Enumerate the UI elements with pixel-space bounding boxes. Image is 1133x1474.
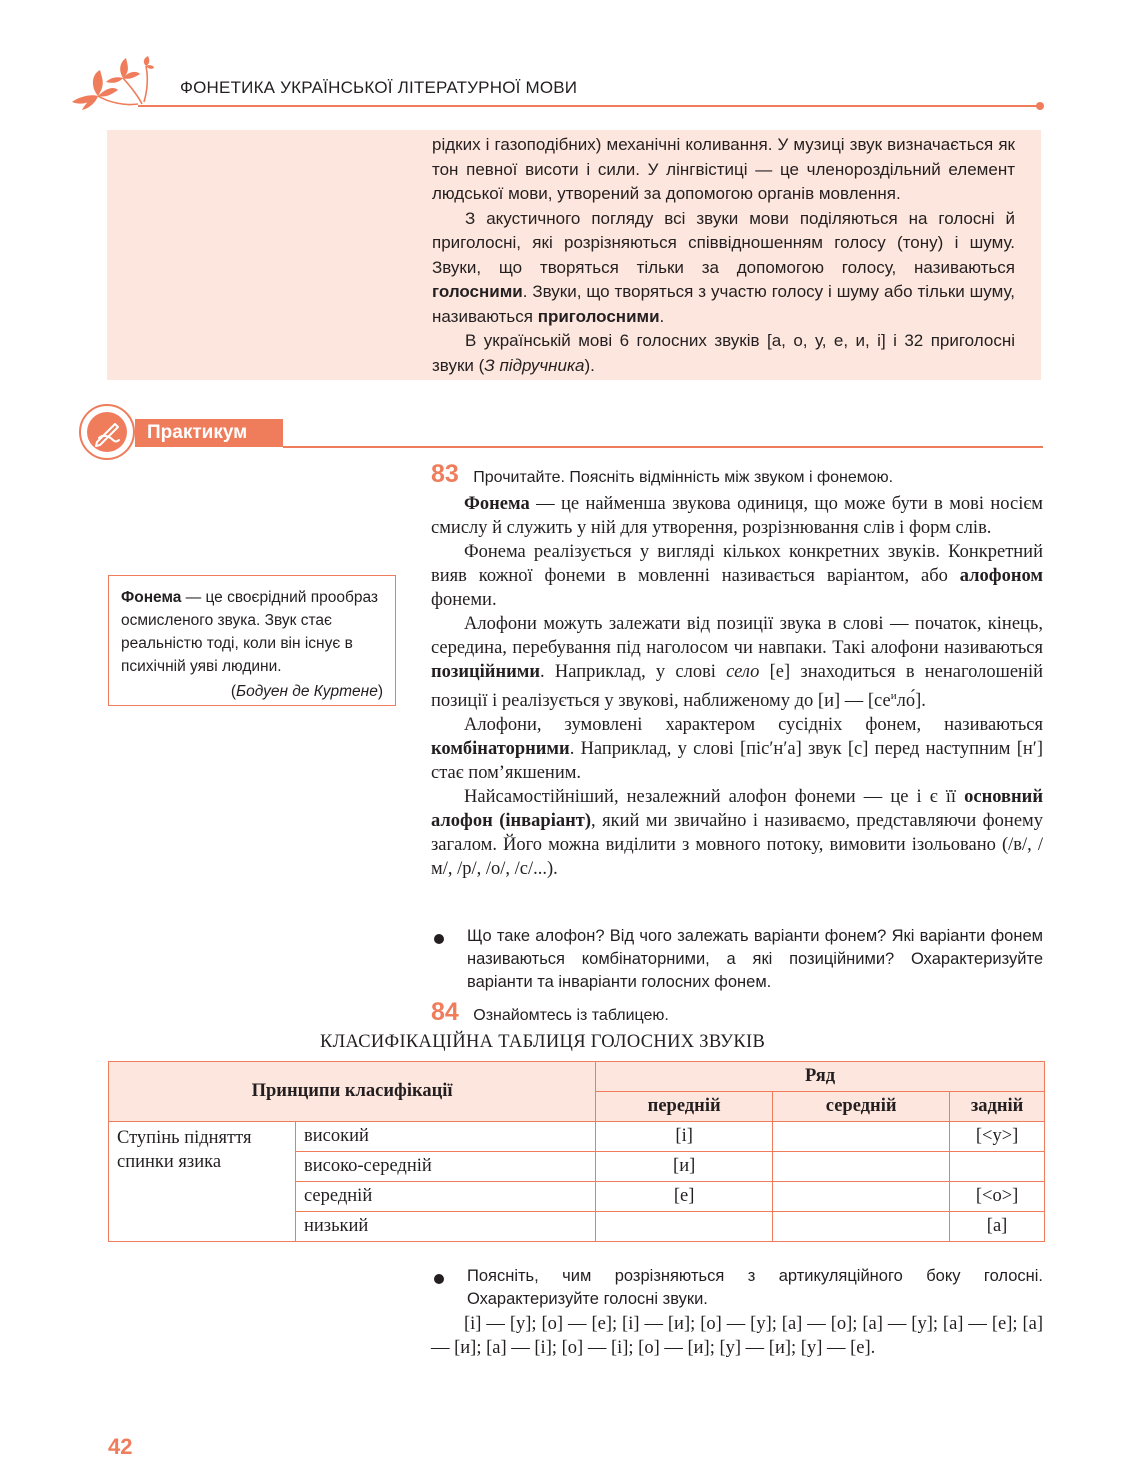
quote-text: Фонема — це своєрідний прообраз осмисленого звука. Звук стає реальністю тоді, коли він існує в психічній уяві людини.: [121, 589, 379, 675]
cell-front: [и]: [596, 1152, 773, 1182]
cell-middle: [773, 1152, 950, 1182]
bullet-icon: [434, 1274, 444, 1284]
exercise-83-heading: [431, 460, 893, 489]
row-label: низький: [296, 1212, 596, 1242]
cell-back: [950, 1152, 1045, 1182]
intro-paragraph-3: В українській мові 6 голосних звуків [а, о, у, е, и, і] і 32 приголосні звуки (З підручника).: [432, 331, 1015, 375]
ex83-paragraph-3: Алофони можуть залежати від позиції звука в слові — початок, кінець, середина, перебування під наголосом чи навпаки. Такі алофони називаються позиційними. Наприклад, у слові село [е] знаходиться в ненаголошеній позиції і реалізується у звукові, наближеному до [и] — $[се^ило́]$.: [431, 614, 1043, 712]
cell-back: [а]: [950, 1212, 1045, 1242]
table-title: КЛАСИФІКАЦІЙНА ТАБЛИЦЯ ГОЛОСНИХ ЗВУКІВ: [320, 1032, 766, 1052]
exercise-84-heading: [431, 998, 669, 1027]
cell-front: [596, 1212, 773, 1242]
row-label: високий: [296, 1122, 596, 1152]
exercise-task: Прочитайте. Поясніть відмінність між звуком і фонемою.: [473, 469, 894, 486]
quote-author: (Бодуен де Куртене): [230, 683, 383, 700]
cell-middle: [773, 1182, 950, 1212]
cell-back: [<у>]: [950, 1122, 1045, 1152]
bullet-icon: [434, 934, 444, 944]
page-header-title: ФОНЕТИКА УКРАЇНСЬКОЇ ЛІТЕРАТУРНОЇ МОВИ: [180, 78, 578, 97]
table-row: [109, 1122, 1045, 1152]
cell-front: [і]: [596, 1122, 773, 1152]
ex83-paragraph-1: Фонема — це найменша звукова одиниця, що може бути в мові носієм смислу й служить у ній для утворення, розрізнювання слів і форм слів.: [431, 494, 1043, 538]
writing-hand-icon: [87, 412, 127, 452]
intro-paragraph-1: рідких і газоподібних) механічні коливання. У музиці звук визначається як тон певної висоти і сили. У лінгвістиці — це членороздільний елемент людської мови, утворений за допомогою органів мовлення.: [432, 135, 1015, 203]
cell-front: [е]: [596, 1182, 773, 1212]
exercise-84-question: Поясніть, чим розрізняються з артикуляційного боку голосні. Охарактеризуйте голосні звуки.: [467, 1267, 1043, 1308]
vowel-pairs-text: [і] — [у]; [о] — [е]; [і] — [и]; [о] — [у]; [а] — [о]; [а] — [у]; [а] — [е]; [а] — [и]; [а] — [і]; [о] — [і]; [о] — [и]; [у] — [и]; [у] — [е].: [431, 1314, 1043, 1358]
exercise-83-question: Що таке алофон? Від чого залежать варіанти фонем? Які варіанти фонем називаються комбінаторними, а які позиційними? Охарактеризуйте варіанти та інваріанти голосних фонем.: [467, 927, 1043, 991]
header-row: Ряд: [596, 1062, 1045, 1092]
exercise-task: Ознайомтесь із таблицею.: [473, 1007, 669, 1024]
exercise-number: 84: [431, 998, 459, 1026]
exercise-83-text: [431, 492, 1043, 881]
vowel-classification-table: [108, 1061, 1045, 1242]
ex83-paragraph-2: Фонема реалізується у вигляді кількох конкретних звуків. Конкретний вияв кожної фонеми в мовленні називається варіантом, або алофоном фонеми.: [431, 542, 1043, 610]
intro-text: [432, 133, 1015, 378]
praktykum-label: Практикум: [135, 419, 283, 447]
header-divider: [138, 105, 1040, 107]
ex83-paragraph-4: Алофони, зумовлені характером сусідніх фонем, називаються комбінаторними. Наприклад, у слові [піс′н′а] звук [с] перед наступним [н′] стає пом’якшеним.: [431, 715, 1043, 784]
intro-paragraph-2: З акустичного погляду всі звуки мови поділяються на голосні й приголосні, які розрізняються співвідношенням голосу (тону) і шуму. Звуки, що творяться тільки за допомогою голосу, називаються голосними. Звуки, що творяться з участю голосу і шуму або тільки шуму, називаються приголосними.: [432, 208, 1015, 326]
exercise-84-pairs: [431, 1312, 1043, 1360]
phoneme-quote-box: [108, 575, 396, 706]
row-label: високо-середній: [296, 1152, 596, 1182]
header-front: передній: [596, 1092, 773, 1122]
ex83-paragraph-5: Найсамостійніший, незалежний алофон фонеми — це і є її основний алофон (інваріант), який ми звичайно і називаємо, представляючи фонему загалом. Його можна виділити з мовного потоку, вимовити ізольовано (/в/, /м/, /р/, /о/, /с/...).: [431, 787, 1043, 880]
cell-middle: [773, 1122, 950, 1152]
cell-back: [<о>]: [950, 1182, 1045, 1212]
header-divider-dot: [1036, 102, 1044, 110]
header-back: задній: [950, 1092, 1045, 1122]
praktykum-divider: [283, 446, 1043, 448]
row-label: середній: [296, 1182, 596, 1212]
header-principles: Принципи класифікації: [109, 1062, 596, 1122]
cell-middle: [773, 1212, 950, 1242]
header-middle: середній: [773, 1092, 950, 1122]
page-number: 42: [108, 1434, 133, 1459]
group-label: Ступінь підняття спинки язика: [109, 1122, 296, 1242]
exercise-number: 83: [431, 460, 459, 488]
